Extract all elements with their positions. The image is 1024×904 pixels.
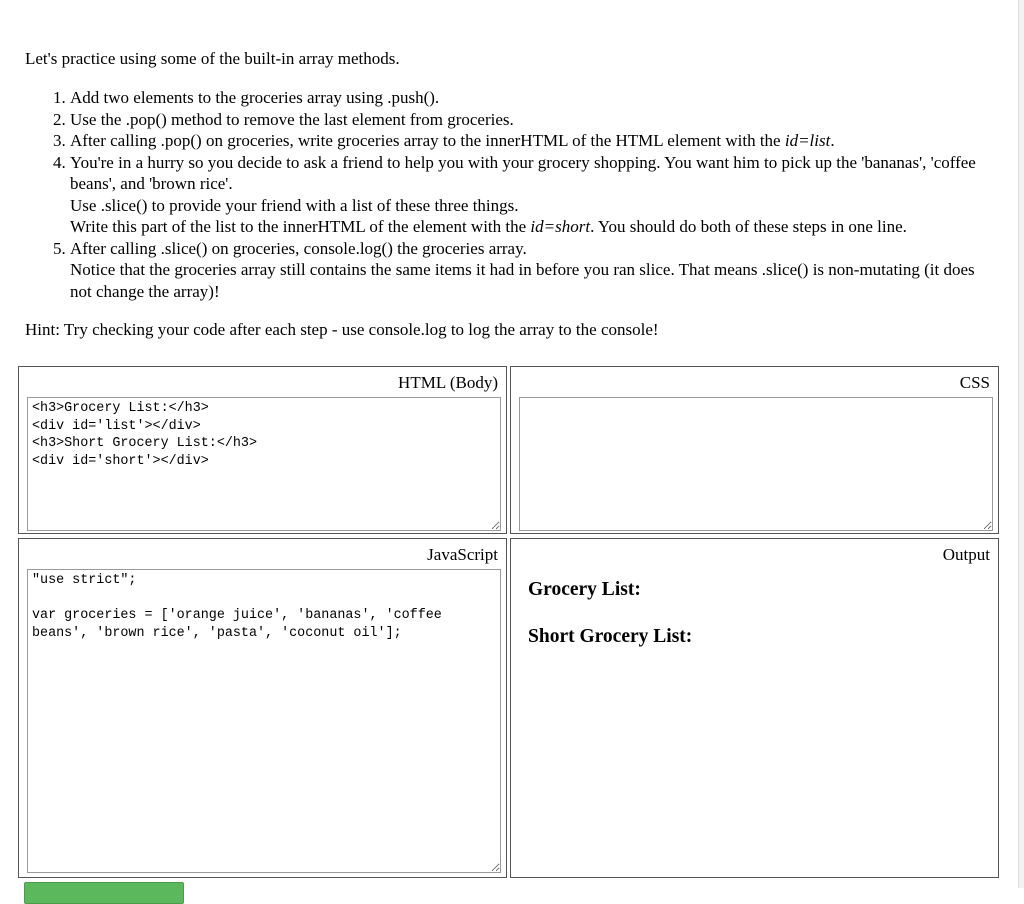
js-editor[interactable] (27, 569, 501, 873)
instruction-text: Use .slice() to provide your friend with a list of these three things. (70, 195, 519, 215)
instruction-text: . (830, 131, 835, 150)
instruction-text: You're in a hurry so you decide to ask a friend to help you with your grocery shopping. You want him to pick up the 'bananas', 'coffee beans', and 'brown rice'. (70, 152, 976, 193)
output-frame (519, 571, 990, 869)
js-panel (18, 538, 507, 878)
instruction-step (70, 238, 1000, 303)
instruction-step (70, 109, 1000, 131)
js-panel-title: JavaScript (427, 545, 498, 564)
run-button[interactable] (24, 882, 184, 904)
html-panel-title: HTML (Body) (398, 373, 498, 392)
output-panel (510, 538, 999, 878)
instruction-text: Notice that the groceries array still contains the same items it had in before you ran slice. That means .slice() is non-mutating (it does not change the array)! (70, 260, 975, 301)
output-panel-title: Output (942, 545, 990, 564)
instruction-code-ref: id=short (530, 217, 591, 236)
instruction-step (70, 87, 1000, 109)
instruction-step (70, 152, 1000, 238)
instruction-code-ref: id=list (784, 131, 831, 150)
instruction-step (70, 130, 1000, 152)
hint-text: Hint: Try checking your code after each step - use console.log to log the array to the console! (25, 320, 659, 339)
output-heading-short-list: Short Grocery List: (528, 626, 693, 647)
css-panel (510, 366, 999, 534)
css-editor[interactable] (519, 397, 993, 531)
output-heading-grocery-list: Grocery List: (528, 579, 641, 600)
instruction-text: After calling .slice() on groceries, console.log() the groceries array. (70, 238, 527, 258)
instruction-text: After calling .pop() on groceries, write groceries array to the innerHTML of the HTML element with the (70, 131, 785, 150)
html-panel (18, 366, 507, 534)
css-panel-title: CSS (959, 373, 990, 392)
page-scrollbar[interactable] (1018, 0, 1024, 888)
instruction-text: Use the .pop() method to remove the last element from groceries. (70, 109, 514, 129)
html-editor[interactable] (27, 397, 501, 531)
instruction-text: Write this part of the list to the innerHTML of the element with the (70, 217, 531, 236)
intro-text: Let's practice using some of the built-in array methods. (25, 49, 400, 68)
instruction-text: Add two elements to the groceries array using .push(). (70, 88, 440, 107)
instruction-text: . You should do both of these steps in one line. (590, 217, 907, 236)
instructions-list (70, 87, 1000, 302)
